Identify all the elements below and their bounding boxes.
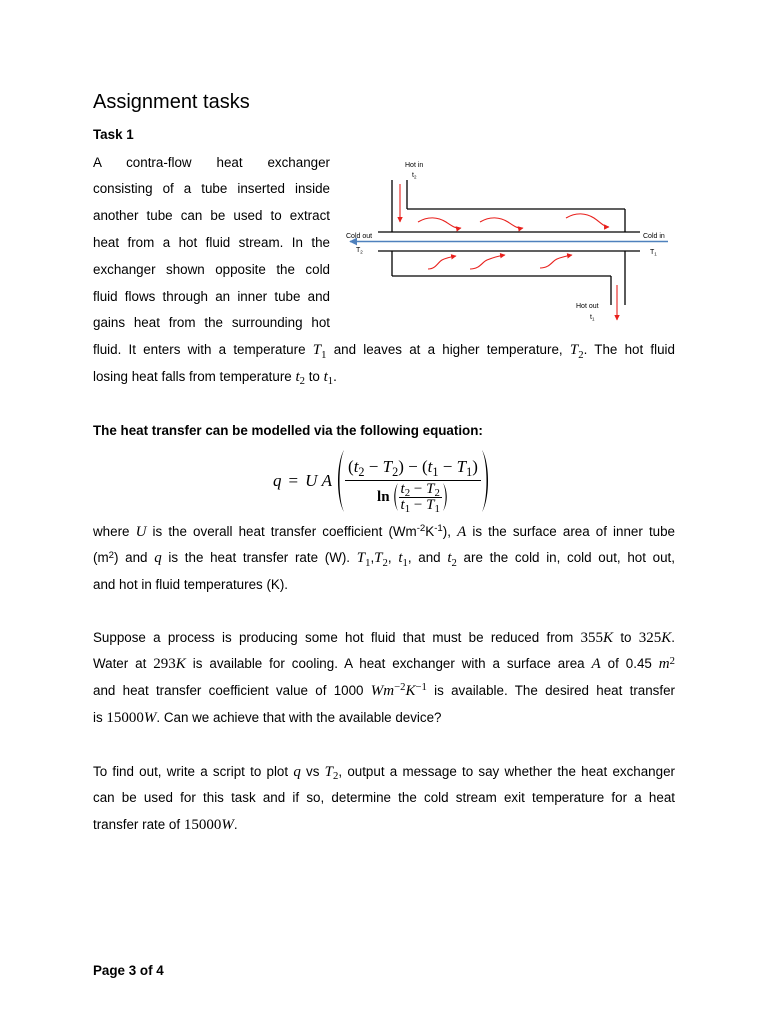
main-fraction	[345, 448, 481, 513]
subscript: 1	[466, 464, 473, 479]
subscript: 2	[451, 556, 457, 569]
math-variable: q	[293, 763, 301, 780]
equals-sign: =	[288, 471, 299, 490]
log-numerator-expression	[401, 481, 440, 497]
text-run: exchanger shown opposite the cold	[93, 261, 330, 277]
math-variable: W	[143, 709, 157, 726]
equation-lhs	[273, 472, 282, 489]
text-run: .	[233, 817, 238, 833]
subscript: 2	[358, 464, 365, 479]
problem-paragraph	[93, 625, 675, 732]
cold-out-label: Cold out	[346, 233, 373, 240]
problem-line	[93, 705, 675, 732]
fraction-denominator	[345, 481, 481, 513]
text-run: . The hot fluid	[583, 342, 675, 358]
math-number: 325	[638, 629, 662, 646]
subscript: 1	[432, 464, 439, 479]
hot-in-label: Hot in	[405, 162, 424, 169]
math-variable: T	[312, 342, 322, 359]
text-run: K	[425, 523, 435, 539]
subscript: 1	[434, 502, 440, 515]
intro-line	[93, 257, 330, 284]
subscript: 1	[365, 556, 371, 569]
problem-line	[93, 625, 675, 652]
text-run: heat from a hot fluid stream. In the	[93, 234, 330, 250]
superscript: −2	[394, 681, 406, 694]
symbol-subscript: 1	[591, 316, 595, 322]
math-variable: T	[382, 457, 393, 476]
text-run: (	[348, 457, 354, 476]
intro-line	[93, 310, 330, 337]
text-run: ),	[442, 523, 458, 539]
symbol-subscript: 2	[413, 174, 417, 180]
math-variable: t	[353, 457, 359, 476]
subscript: 2	[392, 464, 399, 479]
intro-line	[93, 284, 330, 311]
text-run: Suppose a process is producing some hot fluid that must be reduced from	[93, 629, 581, 645]
math-variable: t	[400, 496, 405, 513]
text-run: losing heat falls from temperature	[93, 368, 296, 384]
hot-flow-arrow-top	[480, 218, 523, 228]
definitions-line	[93, 519, 675, 546]
text-run: another tube can be used to extract	[93, 208, 330, 224]
hot-flow-arrow-bottom	[470, 255, 505, 269]
superscript: 2	[669, 654, 675, 667]
hot-out-symbol	[590, 314, 595, 322]
text-run: and leaves at a higher temperature,	[326, 342, 570, 358]
subscript: 1	[402, 556, 408, 569]
text-run: −	[410, 496, 427, 513]
intro-line	[93, 203, 330, 230]
math-variable: t	[400, 480, 405, 497]
instructions-line	[93, 759, 675, 786]
math-number: 15000	[183, 817, 222, 834]
intro-line	[93, 364, 675, 391]
hot-in-symbol	[412, 172, 417, 180]
symbol-variable: T	[356, 247, 361, 254]
fraction-numerator	[345, 448, 481, 480]
math-variable: t	[447, 550, 452, 567]
math-variable: t	[398, 550, 403, 567]
math-variable: q	[273, 471, 282, 490]
text-run: are the cold in, cold out, hot out,	[456, 550, 675, 566]
intro-line	[93, 337, 675, 364]
text-run: vs	[300, 763, 325, 779]
hot-flow-arrow-top	[418, 218, 461, 228]
left-parenthesis	[392, 482, 399, 512]
symbol-variable: T	[650, 249, 655, 256]
superscript: -1	[434, 522, 443, 534]
page-heading: Assignment tasks	[93, 91, 250, 113]
text-run: fluid. It enters with a temperature	[93, 342, 313, 358]
math-variable: A	[457, 523, 467, 540]
text-run: gains heat from the surrounding hot	[93, 315, 330, 331]
math-variable: t	[427, 457, 433, 476]
task-title: Task 1	[93, 126, 134, 142]
math-variable: W	[221, 817, 234, 834]
subscript: 2	[333, 770, 339, 783]
text-run: To find out, write a script to plot	[93, 763, 294, 779]
text-run: and heat transfer coefficient value of 1000	[93, 683, 371, 699]
math-variable: T	[456, 457, 467, 476]
intro-line	[93, 176, 330, 203]
math-variable: K	[661, 629, 672, 646]
text-run: is available for cooling. A heat exchanger with a surface area	[185, 656, 592, 672]
superscript: −1	[415, 681, 427, 694]
text-run: is available. The desired heat transfer	[426, 683, 676, 699]
equation-coefficients	[305, 472, 332, 489]
math-variable: U	[305, 471, 318, 490]
intro-line	[93, 150, 330, 177]
math-variable: K	[175, 656, 186, 673]
definitions-line	[93, 545, 675, 572]
superscript: 2	[108, 549, 114, 561]
subscript: 1	[321, 348, 327, 361]
text-run: where	[93, 523, 136, 539]
equation-intro: The heat transfer can be modelled via the following equation:	[93, 422, 483, 438]
log-operator: ln	[377, 488, 390, 505]
page-number: Page 3 of 4	[93, 962, 164, 978]
tube-walls	[378, 180, 640, 305]
text-run: ) − (	[398, 457, 428, 476]
intro-line	[93, 230, 330, 257]
subscript: 2	[434, 486, 440, 499]
text-run: .	[333, 368, 337, 384]
math-variable: q	[154, 550, 162, 567]
text-run: −	[438, 457, 457, 476]
math-variable: t	[295, 368, 300, 385]
subscript: 2	[382, 556, 388, 569]
math-variable: U	[135, 523, 147, 540]
text-run: transfer rate of	[93, 817, 184, 833]
math-variable: A	[321, 471, 333, 490]
left-parenthesis	[334, 449, 345, 513]
hot-flow-arrow-bottom	[540, 255, 572, 268]
subscript: 1	[404, 502, 411, 515]
symbol-variable: t	[590, 314, 592, 321]
text-run: ) and	[113, 550, 155, 566]
text-run: )	[472, 457, 478, 476]
math-variable: T	[356, 550, 366, 567]
text-run: −	[364, 457, 383, 476]
subscript: 1	[327, 375, 334, 388]
text-run: to	[613, 629, 639, 645]
text-run: , and	[407, 550, 448, 566]
math-variable: T	[426, 480, 435, 497]
superscript: -2	[416, 522, 426, 534]
numerator-expression	[348, 457, 478, 479]
instructions-paragraph	[93, 759, 675, 839]
math-variable: t	[323, 368, 328, 385]
text-run: A contra-flow heat exchanger	[93, 154, 330, 170]
hot-out-label: Hot out	[576, 303, 599, 310]
math-variable: K	[603, 629, 614, 646]
subscript: 2	[299, 375, 305, 388]
symbol-subscript: 1	[654, 251, 657, 257]
subscript: 2	[404, 486, 411, 499]
text-run: fluid flows through an inner tube and	[93, 288, 330, 304]
text-run: is the overall heat transfer coefficient (Wm	[146, 523, 417, 539]
cold-in-label: Cold in	[643, 233, 665, 240]
text-run: .	[671, 629, 676, 645]
text-run: ,	[370, 550, 375, 566]
text-run: Water at	[93, 656, 154, 672]
hot-flow-arrow-bottom	[428, 256, 456, 269]
hot-flow-arrow-top	[566, 214, 609, 227]
problem-line	[93, 678, 675, 705]
problem-line	[93, 651, 675, 678]
math-variable: Wm	[370, 683, 395, 700]
math-variable: m	[658, 656, 670, 673]
symbol-variable: t	[412, 172, 414, 179]
instructions-line	[93, 812, 675, 839]
math-variable: K	[405, 683, 416, 700]
right-parenthesis	[442, 482, 449, 512]
text-run: to	[304, 368, 324, 384]
text-run: ,	[387, 550, 399, 566]
text-run: of 0.45	[600, 656, 659, 672]
log-fraction-denominator	[399, 498, 442, 513]
text-run: is	[93, 709, 107, 725]
math-variable: T	[426, 496, 435, 513]
math-variable: A	[591, 656, 601, 673]
text-run: −	[410, 480, 427, 497]
math-variable: T	[569, 342, 579, 359]
instructions-line	[93, 785, 675, 812]
text-run: consisting of a tube inserted inside	[93, 181, 330, 197]
definitions-paragraph	[93, 519, 675, 599]
text-run: is the heat transfer rate (W).	[161, 550, 357, 566]
text-run: can be used for this task and if so, determine the cold stream exit temperature for a heat	[93, 790, 675, 806]
cold-out-symbol	[356, 247, 363, 255]
math-variable: T	[324, 763, 334, 780]
definitions-line	[93, 572, 675, 599]
cold-in-symbol	[650, 249, 657, 257]
text-run: and hot in fluid temperatures (K).	[93, 577, 289, 593]
text-run: , output a message to say whether the heat exchanger	[338, 763, 675, 779]
log-fraction-numerator	[399, 482, 442, 497]
math-number: 355	[580, 629, 604, 646]
right-parenthesis	[481, 449, 492, 513]
heat-exchanger-diagram	[340, 155, 675, 325]
text-run: (m	[93, 550, 109, 566]
text-run: is the surface area of inner tube	[466, 523, 676, 539]
log-fraction	[399, 482, 442, 513]
subscript: 2	[578, 348, 584, 361]
math-variable: T	[374, 550, 383, 567]
math-number: 15000	[106, 709, 144, 726]
text-run: . Can we achieve that with the available device?	[156, 709, 442, 725]
math-number: 293	[153, 656, 176, 673]
heat-transfer-equation	[273, 448, 492, 513]
symbol-subscript: 2	[360, 249, 363, 255]
